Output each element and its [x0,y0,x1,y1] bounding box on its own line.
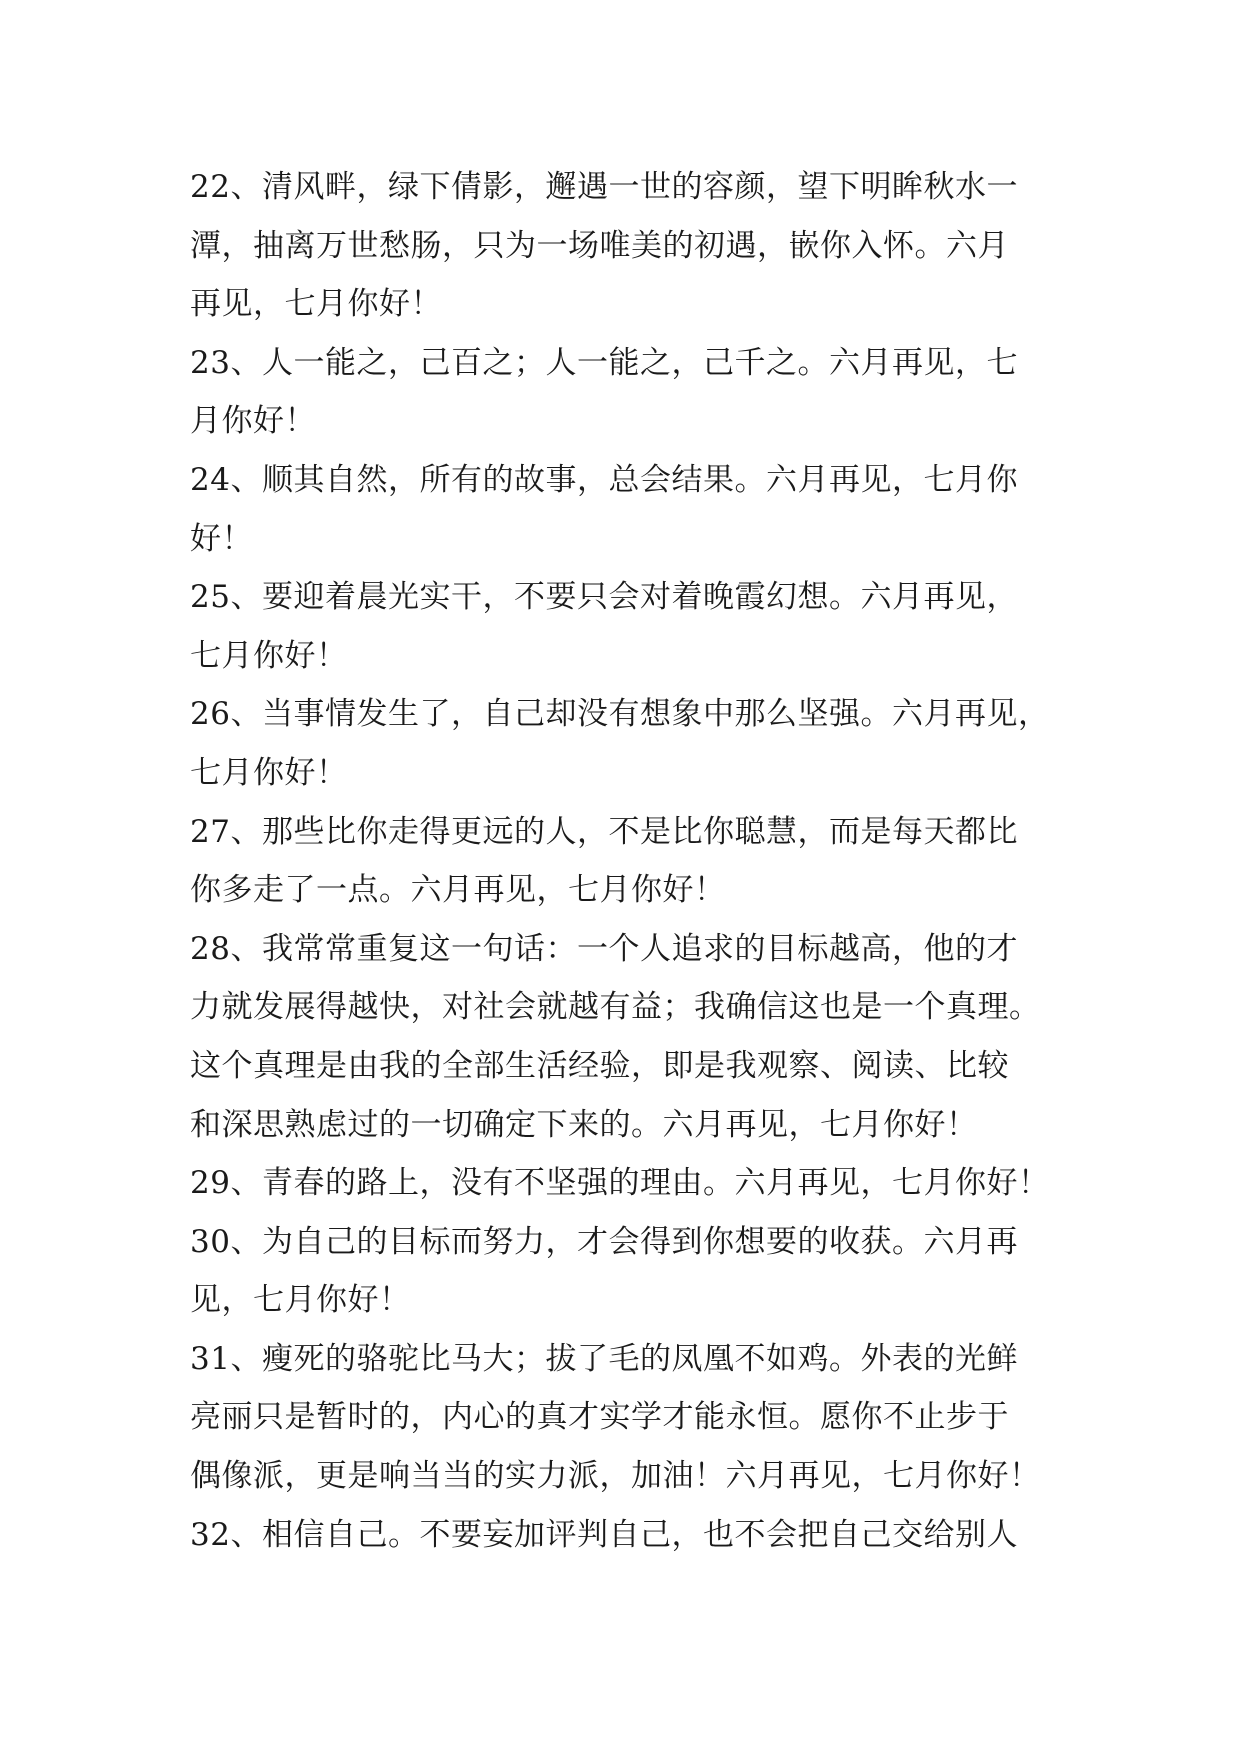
text-line: 月你好！ [190,403,316,440]
document-body [190,158,1070,1564]
text-line: 七月你好！ [190,637,348,674]
text-line: 32、相信自己。不要妄加评判自己，也不会把自己交给别人 [190,1516,1018,1553]
text-line: 22、清风畔，绿下倩影，邂遇一世的容颜，望下明眸秋水一 [190,169,1018,205]
text-line: 25、要迎着晨光实干，不要只会对着晚霞幻想。六月再见， [190,579,1018,616]
text-line: 见，七月你好！ [190,1282,411,1319]
text-line: 你多走了一点。六月再见，七月你好！ [190,872,726,909]
text-line: 和深思熟虑过的一切确定下来的。六月再见，七月你好！ [190,1106,978,1143]
text-line: 26、当事情发生了，自己却没有想象中那么坚强。六月再见， [190,696,1050,733]
text-line: 七月你好！ [190,754,348,791]
text-line: 24、顺其自然，所有的故事，总会结果。六月再见，七月你 [190,461,1018,498]
text-line: 再见，七月你好！ [190,286,442,323]
text-line: 力就发展得越快，对社会就越有益；我确信这也是一个真理。 [190,989,1041,1026]
text-line: 23、人一能之，己百之；人一能之，己千之。六月再见，七 [190,344,1018,381]
text-line: 亮丽只是暂时的，内心的真才实学才能永恒。愿你不止步于 [190,1399,1009,1436]
text-line: 这个真理是由我的全部生活经验，即是我观察、阅读、比较 [190,1047,1009,1084]
text-line: 好！ [190,520,253,557]
text-line: 28、我常常重复这一句话：一个人追求的目标越高，他的才 [190,930,1018,967]
text-line: 29、青春的路上，没有不坚强的理由。六月再见，七月你好！ [190,1165,1050,1202]
text-line: 27、那些比你走得更远的人，不是比你聪慧，而是每天都比 [190,813,1018,850]
text-line: 30、为自己的目标而努力，才会得到你想要的收获。六月再 [190,1223,1018,1260]
text-line: 偶像派，更是响当当的实力派，加油！六月再见，七月你好！ [190,1458,1041,1495]
text-line: 潭，抽离万世愁肠，只为一场唯美的初遇，嵌你入怀。六月 [190,227,1009,264]
text-line: 31、瘦死的骆驼比马大；拔了毛的凤凰不如鸡。外表的光鲜 [190,1340,1018,1377]
